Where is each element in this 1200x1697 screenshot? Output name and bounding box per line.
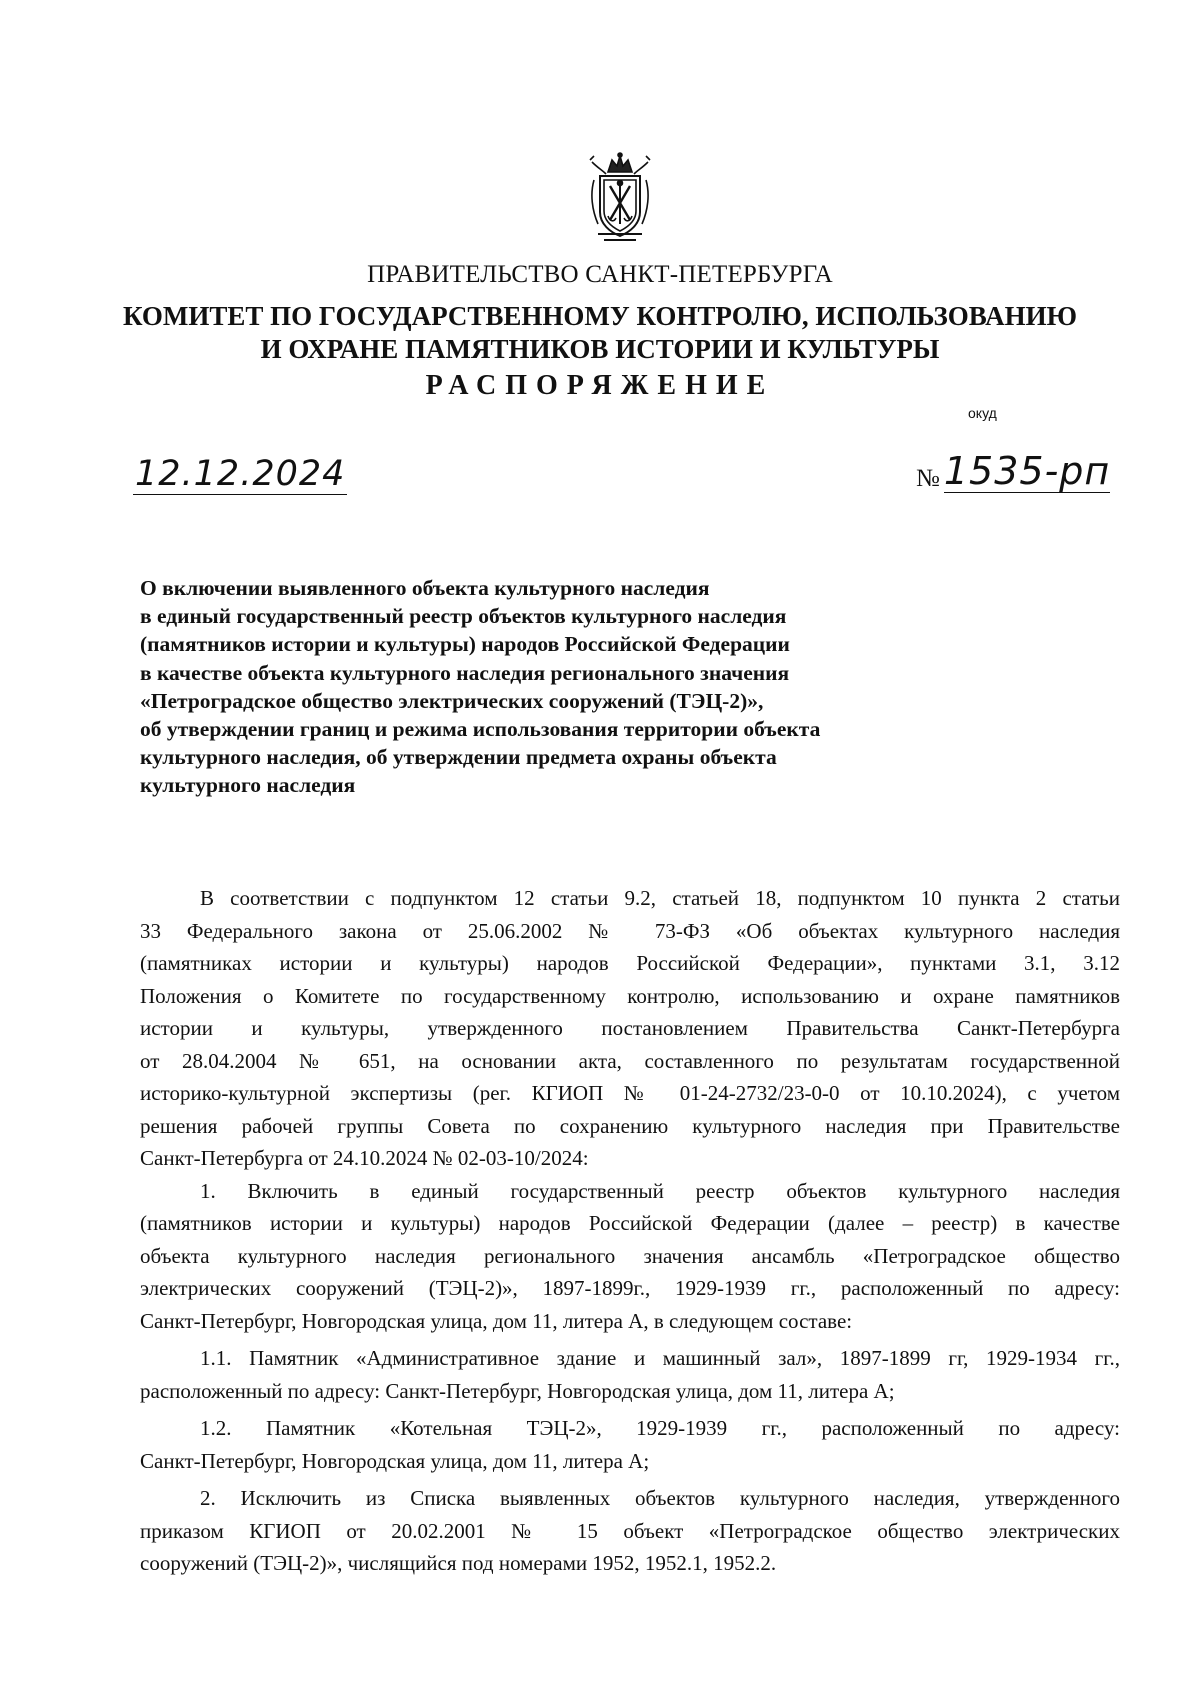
body-line: (памятников истории и культуры) народов Российской Федерации (далее – реестр) в качестве: [140, 1211, 1120, 1235]
subject-line: об утверждении границ и режима использования территории объекта: [140, 717, 821, 742]
committee-title-line-1: КОМИТЕТ ПО ГОСУДАРСТВЕННОМУ КОНТРОЛЮ, ИСПОЛЬЗОВАНИЮ: [123, 301, 1077, 331]
body-line: электрических сооружений (ТЭЦ-2)», 1897-1899г., 1929-1939 гг., расположенный по адресу:: [140, 1276, 1120, 1300]
body-line: Санкт-Петербурга от 24.10.2024 № 02-03-10/2024:: [140, 1146, 589, 1170]
subject-line: О включении выявленного объекта культурного наследия: [140, 576, 710, 600]
document-number-block: [916, 450, 1110, 493]
subject-line: культурного наследия, об утверждении предмета охраны объекта: [140, 745, 777, 770]
document-type-title: РАСПОРЯЖЕНИЕ: [425, 370, 775, 401]
okud-label: окуд: [968, 405, 997, 421]
coat-of-arms-emblem: [584, 150, 656, 246]
government-title: ПРАВИТЕЛЬСТВО САНКТ-ПЕТЕРБУРГА: [367, 261, 833, 288]
body-line: 2. Исключить из Списка выявленных объектов культурного наследия, утвержденного: [200, 1486, 1120, 1510]
subject-line: «Петроградское общество электрических сооружений (ТЭЦ-2)»,: [140, 688, 764, 713]
document-date: 12.12.2024: [135, 454, 346, 494]
body-line: от 28.04.2004 № 651, на основании акта, составленного по результатам государственной: [140, 1048, 1120, 1073]
body-line: приказом КГИОП от 20.02.2001 № 15 объект «Петроградское общество электрических: [140, 1518, 1120, 1543]
body-line: Положения о Комитете по государственному контролю, использованию и охране памятников: [140, 983, 1120, 1008]
body-line: 33 Федерального закона от 25.06.2002 № 73-ФЗ «Об объектах культурного наследия: [140, 918, 1120, 943]
body-line: 1. Включить в единый государственный реестр объектов культурного наследия: [200, 1178, 1120, 1203]
body-line: расположенный по адресу: Санкт-Петербург, Новгородская улица, дом 11, литера А;: [140, 1378, 895, 1403]
committee-title-line-2: И ОХРАНЕ ПАМЯТНИКОВ ИСТОРИИ И КУЛЬТУРЫ: [260, 334, 940, 364]
body-line: истории и культуры, утвержденного постановлением Правительства Санкт-Петербурга: [140, 1016, 1120, 1040]
document-subject: [140, 574, 1040, 800]
body-line: 1.1. Памятник «Административное здание и машинный зал», 1897-1899 гг, 1929-1934 гг.,: [200, 1346, 1120, 1370]
document-body: [140, 882, 1120, 1580]
subject-line: культурного наследия: [140, 773, 356, 798]
body-line: сооружений (ТЭЦ-2)», числящийся под номерами 1952, 1952.1, 1952.2.: [140, 1551, 777, 1575]
number-sign: №: [916, 465, 940, 492]
subject-line: в единый государственный реестр объектов культурного наследия: [140, 604, 787, 629]
document-number: 1535-рп: [943, 449, 1111, 493]
body-line: Санкт-Петербург, Новгородская улица, дом 11, литера А;: [140, 1448, 650, 1473]
body-line: историко-культурной экспертизы (рег. КГИОП № 01-24-2732/23-0-0 от 10.10.2024), с учетом: [140, 1081, 1120, 1105]
body-line: Санкт-Петербург, Новгородская улица, дом 11, литера А, в следующем составе:: [140, 1308, 853, 1333]
body-line: В соответствии с подпунктом 12 статьи 9.2, статьей 18, подпунктом 10 пункта 2 статьи: [200, 886, 1120, 910]
body-line: (памятниках истории и культуры) народов Российской Федерации», пунктами 3.1, 3.12: [140, 951, 1120, 975]
body-line: объекта культурного наследия регионального значения ансамбль «Петроградское общество: [140, 1243, 1120, 1268]
subject-line: (памятников истории и культуры) народов Российской Федерации: [140, 632, 790, 657]
body-line: решения рабочей группы Совета по сохранению культурного наследия при Правительстве: [140, 1113, 1120, 1138]
body-line: 1.2. Памятник «Котельная ТЭЦ-2», 1929-1939 гг., расположенный по адресу:: [200, 1416, 1120, 1440]
subject-line: в качестве объекта культурного наследия регионального значения: [140, 660, 790, 685]
